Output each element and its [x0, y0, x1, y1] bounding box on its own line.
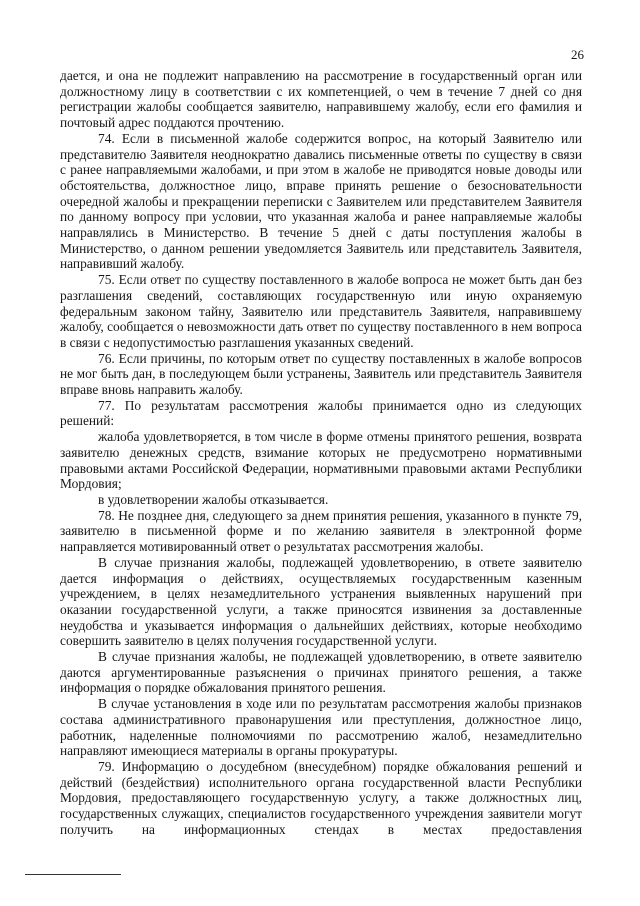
footnote-rule — [25, 874, 121, 875]
paragraph-continuation: дается, и она не подлежит направлению на рассмотрение в государственный орган или должностному лицу в соответствии с их компетенцией, о чем в течение 7 дней со дня регистрации жалобы сообщается заявителю, направившему жалобу, если его фамилия и почтовый адрес поддаются прочтению. — [60, 68, 582, 131]
paragraph-74: 74. Если в письменной жалобе содержится вопрос, на который Заявителю или представителю Заявителя неоднократно давались письменные ответы по существу в связи с ранее направляемыми жалобами, и при этом в жалобе не приводятся новые доводы или обстоятельства, должностное лицо, вправе принять решение о безосновательности очередной жалобы и прекращении переписки с Заявителем или представителем Заявителя по данному вопросу при условии, что указанная жалоба и ранее направляемые жалобы направлялись в Министерство. В течение 5 дней с даты поступления жалобы в Министерство, о данном решении уведомляется Заявитель или представитель Заявителя, направивший жалобу. — [60, 130, 582, 272]
paragraph-78-violation-case: В случае установления в ходе или по результатам рассмотрения жалобы признаков состава административного правонарушения или преступления, должностное лицо, работник, наделенные полномочиями по рассмотрению жалоб, незамедлительно направляют имеющиеся материалы в органы прокуратуры. — [60, 696, 582, 759]
paragraph-78-satisfied-case: В случае признания жалобы, подлежащей удовлетворению, в ответе заявителю дается информация о действиях, осуществляемых государственным казенным учреждением, в целях незамедлительного устранения выявленных нарушений при оказании государственной услуги, а также приносятся извинения за доставленные неудобства и указывается информация о дальнейших действиях, которые необходимо совершить заявителю в целях получения государственной услуги. — [60, 554, 582, 649]
paragraph-77-option-satisfied: жалоба удовлетворяется, в том числе в форме отмены принятого решения, возврата заявителю денежных средств, взимание которых не предусмотрено нормативными правовыми актами Российской Федерации, нормативными правовыми актами Республики Мордовия; — [60, 429, 582, 492]
paragraph-78-refused-case: В случае признания жалобы, не подлежащей удовлетворению, в ответе заявителю даются аргументированные разъяснения о причинах принятого решения, а также информация о порядке обжалования принятого решения. — [60, 649, 582, 696]
paragraph-75: 75. Если ответ по существу поставленного в жалобе вопроса не может быть дан без разглашения сведений, составляющих государственную или иную охраняемую федеральным законом тайну, Заявителю или представитель Заявителя, направившему жалобу, сообщается о невозможности дать ответ по существу поставленного в нем вопроса в связи с недопустимостью разглашения указанных сведений. — [60, 272, 582, 350]
document-body — [60, 68, 582, 837]
paragraph-76: 76. Если причины, по которым ответ по существу поставленных в жалобе вопросов не мог быть дан, в последующем были устранены, Заявитель или представитель Заявителя вправе вновь направить жалобу. — [60, 350, 582, 398]
page-number: 26 — [571, 47, 584, 62]
paragraph-78: 78. Не позднее дня, следующего за днем принятия решения, указанного в пункте 79, заявителю в письменной форме и по желанию заявителя в электронной форме направляется мотивированный ответ о результатах рассмотрения жалобы. — [60, 507, 582, 555]
paragraph-79: 79. Информацию о досудебном (внесудебном) порядке обжалования решений и действий (бездействия) исполнительного органа государственной власти Республики Мордовия, предоставляющего государственную услугу, а также должностных лиц, государственных служащих, специалистов государственного учреждения заявители могут получить на информационных стендах в местах предоставления — [60, 758, 582, 837]
paragraph-77: 77. По результатам рассмотрения жалобы принимается одно из следующих решений: — [60, 397, 582, 429]
paragraph-77-option-refused: в удовлетворении жалобы отказывается. — [98, 491, 329, 507]
